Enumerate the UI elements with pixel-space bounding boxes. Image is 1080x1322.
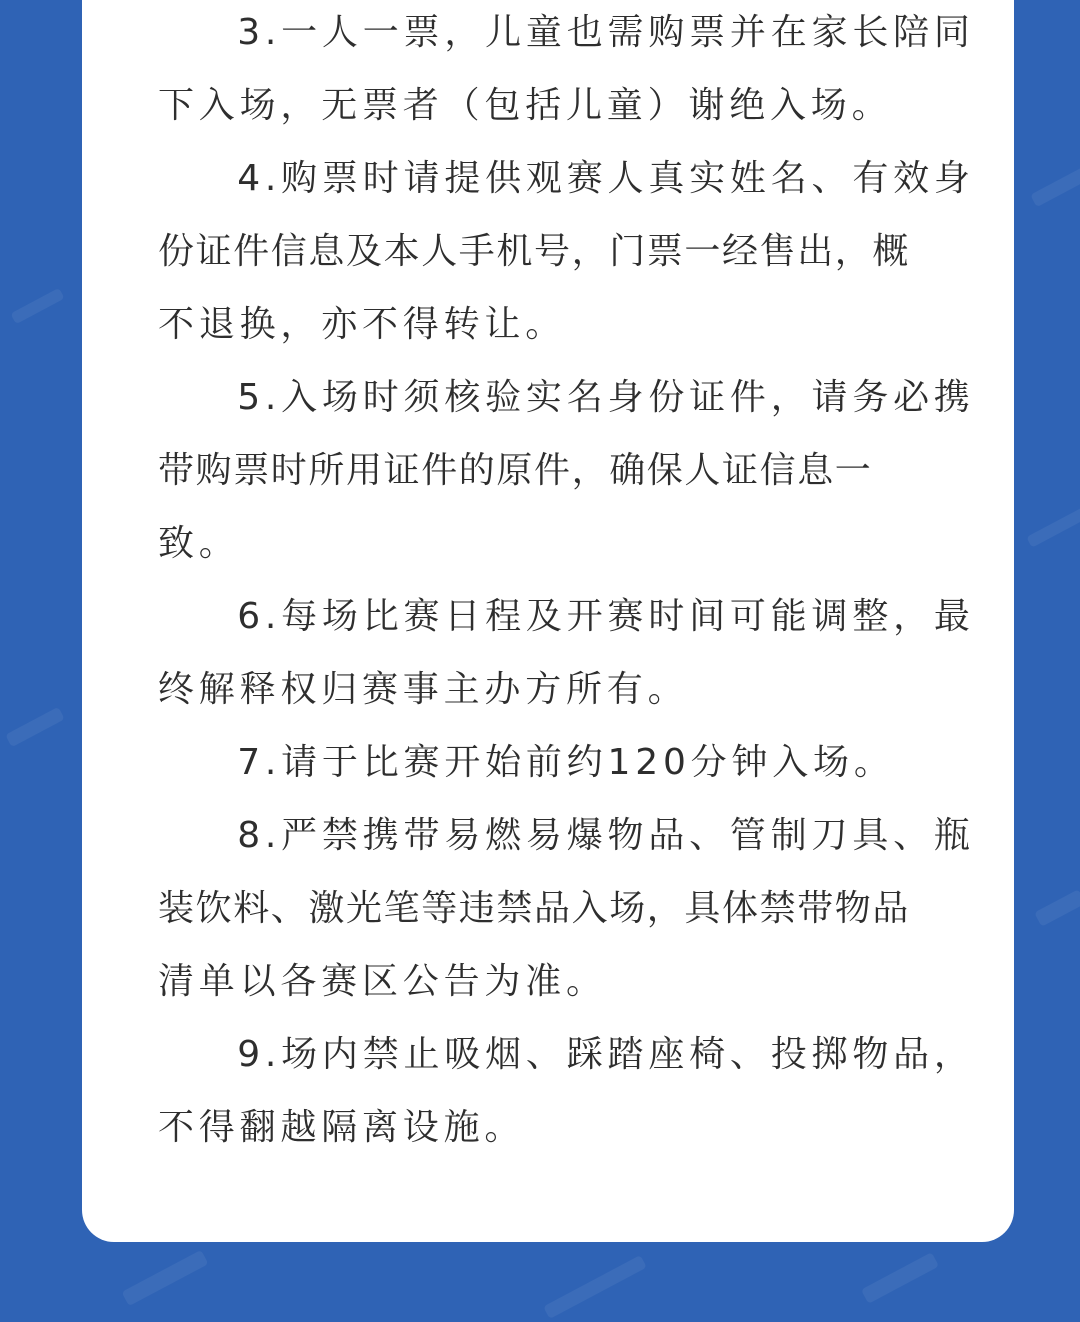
rule-7	[158, 726, 952, 799]
rule-3-line-1: 3.一人一票，儿童也需购票并在家长陪同	[237, 12, 975, 53]
rule-4-line-2: 份证件信息及本人手机号，门票一经售出，概	[158, 231, 911, 272]
rules-card	[82, 0, 1014, 1242]
rule-9	[158, 1018, 975, 1164]
rule-5-line-3: 致。	[158, 523, 240, 564]
rule-9-line-1: 9.场内禁止吸烟、踩踏座椅、投掷物品，	[237, 1034, 975, 1075]
rule-8-line-2: 装饮料、激光笔等违禁品入场，具体禁带物品	[158, 888, 911, 929]
rule-3	[158, 0, 975, 142]
rule-9-line-2: 不得翻越隔离设施。	[158, 1107, 526, 1148]
rule-8-line-3: 清单以各赛区公告为准。	[158, 961, 607, 1002]
rule-7-line-1: 7.请于比赛开始前约120分钟入场。	[237, 742, 895, 783]
rule-6	[158, 580, 975, 726]
rule-6-line-1: 6.每场比赛日程及开赛时间可能调整，最	[237, 596, 975, 637]
rule-6-line-2: 终解释权归赛事主办方所有。	[158, 669, 689, 710]
rule-5-line-1: 5.入场时须核验实名身份证件，请务必携	[237, 377, 975, 418]
rule-4-line-1: 4.购票时请提供观赛人真实姓名、有效身	[237, 158, 975, 199]
rule-4-line-3: 不退换，亦不得转让。	[158, 304, 567, 345]
rule-5-line-2: 带购票时所用证件的原件，确保人证信息一	[158, 450, 873, 491]
rules-list	[158, 0, 975, 1164]
rule-3-line-2: 下入场，无票者（包括儿童）谢绝入场。	[158, 85, 893, 126]
rule-5	[158, 361, 975, 580]
rule-4	[158, 142, 975, 361]
rule-8-line-1: 8.严禁携带易燃易爆物品、管制刀具、瓶	[237, 815, 975, 856]
rule-8	[158, 799, 975, 1018]
